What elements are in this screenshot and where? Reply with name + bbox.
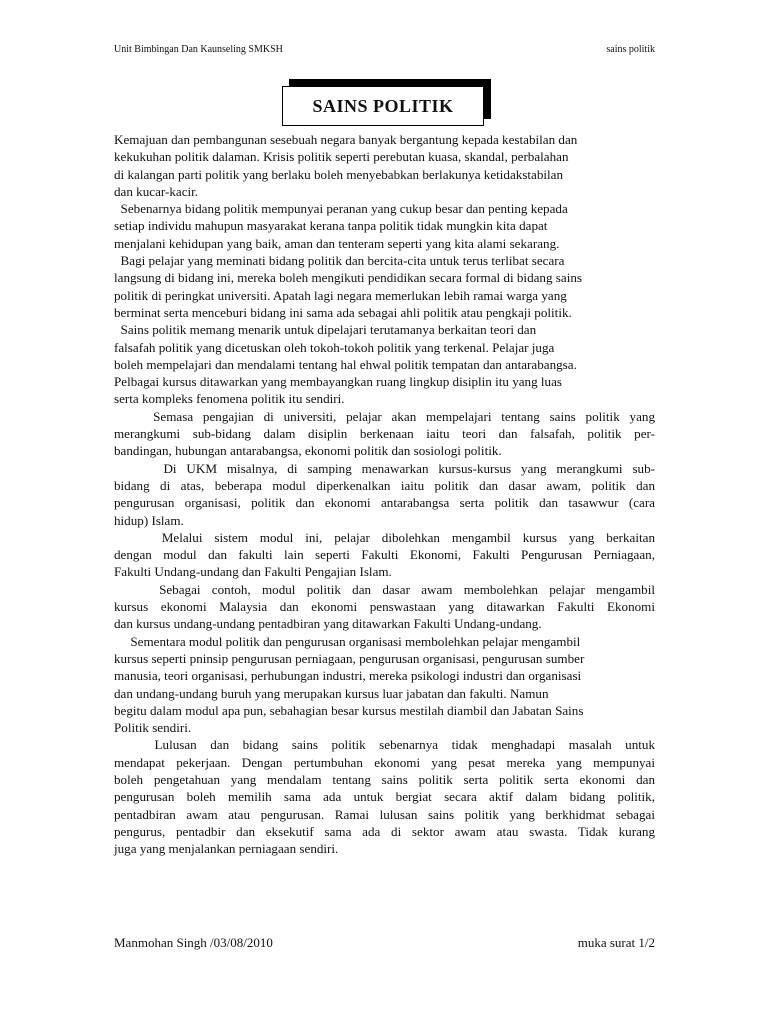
paragraph-line: Semasa pengajian di universiti, pelajar akan mempelajari tentang sains politik yang — [114, 408, 655, 424]
page-header — [114, 44, 655, 55]
paragraph-line: Fakulti Undang-undang dan Fakulti Pengajian Islam. — [114, 564, 392, 580]
paragraph-line: serta kompleks fenomena politik itu sendiri. — [114, 391, 345, 407]
document-body — [114, 131, 655, 857]
paragraph-line: di kalangan parti politik yang berlaku boleh menyebabkan berlakunya ketidakstabilan — [114, 166, 564, 182]
paragraph-line: mendapat pekerjaan. Dengan pertumbuhan ekonomi yang pesat mereka yang mempunyai — [114, 754, 655, 770]
paragraph-line: pengurus, pentadbir dan eksekutif sama ada di sektor awam atau swasta. Tidak kurang — [114, 823, 655, 839]
paragraph-line: bandingan, hubungan antarabangsa, ekonomi politik dan sosiologi politik. — [114, 443, 502, 459]
paragraph-line: merangkumi sub-bidang dalam disiplin berkenaan iaitu teori dan falsafah, politik per- — [114, 426, 655, 442]
paragraph-line: Kemajuan dan pembangunan sesebuah negara banyak bergantung kepada kestabilan dan — [114, 132, 578, 147]
paragraph-line: Politik sendiri. — [114, 720, 192, 736]
paragraph-line: Lulusan dan bidang sains politik sebenarnya tidak menghadapi masalah untuk — [114, 737, 655, 753]
paragraph — [114, 408, 655, 460]
paragraph-line: bidang di atas, beberapa modul diperkenalkan iaitu politik dan dasar awam, politik dan — [114, 477, 655, 493]
paragraph-line: kursus seperti pninsip pengurusan perniagaan, pengurusan organisasi, pengurusan sumber — [114, 650, 585, 666]
paragraph-line: dengan modul dan fakulti lain seperti Fakulti Ekonomi, Fakulti Pengurusan Perniagaan, — [114, 547, 655, 563]
paragraph-line: Melalui sistem modul ini, pelajar dibolehkan mengambil kursus yang berkaitan — [114, 529, 655, 545]
paragraph-line: Sementara modul politik dan pengurusan organisasi membolehkan pelajar mengambil — [114, 633, 581, 649]
paragraph — [114, 321, 655, 407]
paragraph-line: Bagi pelajar yang meminati bidang politik dan bercita-cita untuk terus terlibat secara — [114, 253, 565, 269]
paragraph-line: juga yang menjalankan perniagaan sendiri. — [114, 841, 339, 857]
paragraph-line: berminat serta menceburi bidang ini sama ada sebagai ahli politik atau pengkaji politik. — [114, 304, 572, 320]
paragraph-line: boleh mempelajari dan mendalami tentang hal ehwal politik tempatan dan antarabangsa. — [114, 356, 577, 372]
paragraph-line: pentadbiran awam atau pengurusan. Ramai lulusan sains politik yang berkhidmat sebagai — [114, 806, 655, 822]
paragraph-line: menjalani kehidupan yang baik, aman dan tenteram seperti yang kita alami sekarang. — [114, 235, 560, 251]
paragraph-line: dan kursus undang-undang pentadbiran yang ditawarkan Fakulti Undang-undang. — [114, 616, 542, 632]
paragraph-line: politik di peringkat universiti. Apatah lagi negara memerlukan lebih ramai warga yang — [114, 287, 567, 303]
paragraph-line: dan undang-undang buruh yang merupakan kursus luar jabatan dan fakulti. Namun — [114, 685, 549, 701]
paragraph-line: manusia, teori organisasi, perhubungan industri, mereka psikologi industri dan organisasi — [114, 668, 582, 684]
paragraph-line: boleh pengetahuan yang mendalam tentang sains politik serta politik serta ekonomi dan — [114, 771, 655, 787]
header-right-text: sains politik — [606, 44, 655, 55]
paragraph-line: langsung di bidang ini, mereka boleh mengikuti pendidikan secara formal di bidang sains — [114, 270, 582, 286]
paragraph-line: Sebagai contoh, modul politik dan dasar awam membolehkan pelajar mengambil — [114, 581, 655, 597]
document-title: SAINS POLITIK — [312, 95, 454, 116]
paragraph-line: kursus ekonomi Malaysia dan ekonomi penswastaan yang ditawarkan Fakulti Ekonomi — [114, 599, 655, 615]
paragraph — [114, 252, 655, 321]
paragraph-line: setiap individu mahupun masyarakat kerana tanpa politik tidak mungkin kita dapat — [114, 218, 548, 234]
paragraph-line: pengurusan boleh memilih sama ada untuk bergiat secara aktif dalam bidang politik, — [114, 789, 655, 805]
page-footer — [114, 935, 655, 951]
paragraph — [114, 633, 655, 737]
paragraph-line: Pelbagai kursus ditawarkan yang membayangkan ruang lingkup disiplin itu yang luas — [114, 374, 563, 390]
paragraph — [114, 200, 655, 252]
paragraph — [114, 460, 655, 529]
paragraph-line: pengurusan organisasi, politik dan ekonomi antarabangsa serta politik dan tasawwur (cara — [114, 495, 655, 511]
paragraph-line: hidup) Islam. — [114, 512, 184, 528]
title-box — [282, 86, 484, 126]
paragraph — [114, 736, 655, 857]
paragraph-line: falsafah politik yang dicetuskan oleh tokoh-tokoh politik yang terkenal. Pelajar juga — [114, 339, 555, 355]
paragraph-line: dan kucar-kacir. — [114, 183, 199, 199]
paragraph — [114, 581, 655, 633]
paragraph — [114, 131, 655, 200]
paragraph-line: begitu dalam modul apa pun, sebahagian besar kursus mestilah diambil dan Jabatan Sains — [114, 702, 584, 718]
paragraph — [114, 529, 655, 581]
paragraph-line: Sains politik memang menarik untuk dipelajari terutamanya berkaitan teori dan — [114, 322, 537, 338]
paragraph-line: Sebenarnya bidang politik mempunyai peranan yang cukup besar dan penting kepada — [114, 201, 568, 217]
footer-page-number: muka surat 1/2 — [577, 935, 655, 950]
footer-author-date: Manmohan Singh /03/08/2010 — [114, 935, 273, 950]
paragraph-line: Di UKM misalnya, di samping menawarkan kursus-kursus yang merangkumi sub- — [114, 460, 655, 476]
header-left-text: Unit Bimbingan Dan Kaunseling SMKSH — [114, 44, 283, 55]
paragraph-line: kekukuhan politik dalaman. Krisis politik seperti perebutan kuasa, skandal, perbalahan — [114, 149, 569, 165]
